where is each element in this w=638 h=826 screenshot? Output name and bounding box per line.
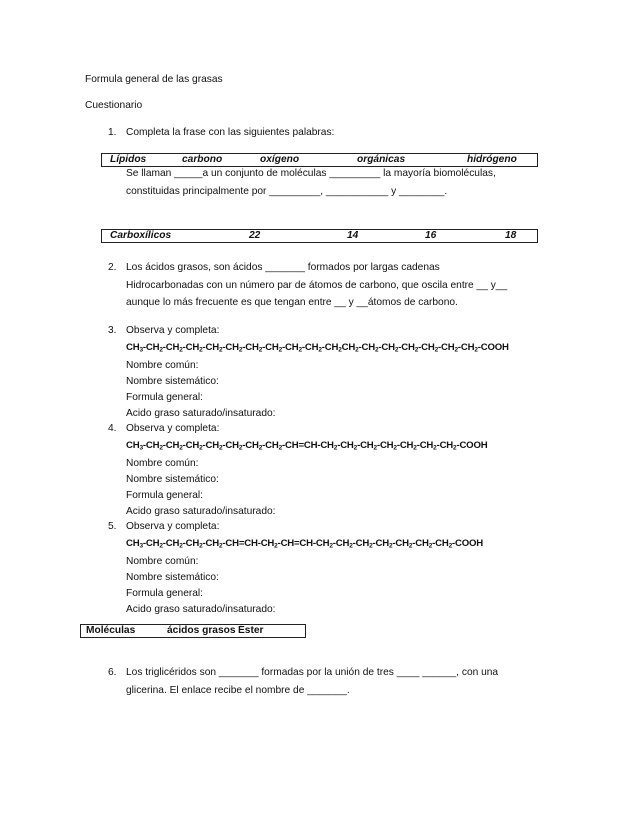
word-bank-item: oxígeno	[260, 154, 300, 165]
field-systematic-name: Nombre sistemático:	[126, 572, 219, 583]
section-heading: Cuestionario	[85, 100, 143, 111]
question-text: Completa la frase con las siguientes palabras:	[126, 127, 335, 138]
question-line: aunque lo más frecuente es que tengan entre __ y __átomos de carbono.	[126, 297, 458, 308]
question-line: Se llaman _____a un conjunto de moléculas _________ la mayoría biomoléculas,	[126, 168, 496, 179]
question-number: 2.	[108, 262, 117, 273]
field-systematic-name: Nombre sistemático:	[126, 474, 219, 485]
question-number: 5.	[108, 521, 117, 532]
question-line: Hidrocarbonadas con un número par de átomos de carbono, que oscila entre __ y__	[126, 280, 508, 291]
word-bank-item: hidrógeno	[467, 154, 517, 165]
question-line: glicerina. El enlace recibe el nombre de _______.	[126, 685, 350, 696]
word-bank-box	[80, 624, 306, 638]
page-title: Formula general de las grasas	[85, 74, 223, 85]
question-number: 3.	[108, 325, 117, 336]
word-bank-item: 16	[425, 230, 437, 241]
field-common-name: Nombre común:	[126, 458, 199, 469]
question-number: 4.	[108, 423, 117, 434]
field-general-formula: Formula general:	[126, 392, 204, 403]
chemical-formula: $CH_3-CH_2-CH_2-CH_2-CH_2-CH_2-CH_2-CH_2-CH_2-CH_2-CH_2CH_2-CH_2-CH_2-CH_2-CH_2-CH_2-CH_2$-COOH	[126, 342, 509, 354]
field-general-formula: Formula general:	[126, 588, 204, 599]
field-systematic-name: Nombre sistemático:	[126, 376, 219, 387]
question-text: Observa y completa:	[126, 423, 220, 434]
field-general-formula: Formula general:	[126, 490, 204, 501]
word-bank-item: 14	[347, 230, 359, 241]
word-bank-item: orgánicas	[357, 154, 406, 165]
field-common-name: Nombre común:	[126, 556, 199, 567]
question-text: Observa y completa:	[126, 521, 220, 532]
chemical-formula: $CH_3-CH_2-CH_2-CH_2-CH_2-CH_2-CH_2-CH_2-CH=CH-CH_2-CH_2-CH_2-CH_2-CH_2-CH_2-CH_2$-COOH	[126, 440, 488, 452]
field-saturation: Acido graso saturado/insaturado:	[126, 506, 276, 517]
question-number: 6.	[108, 667, 117, 678]
field-saturation: Acido graso saturado/insaturado:	[126, 604, 276, 615]
field-saturation: Acido graso saturado/insaturado:	[126, 408, 276, 419]
question-line: Los ácidos grasos, son ácidos _______ formados por largas cadenas	[126, 262, 440, 273]
word-bank-item: Éster	[238, 625, 264, 636]
question-number: 1.	[108, 127, 117, 138]
word-bank-box	[101, 153, 538, 167]
question-line: constituidas principalmente por _________, ___________ y ________.	[126, 186, 448, 197]
word-bank-item: Carboxílicos	[110, 230, 172, 241]
word-bank-item: carbono	[182, 154, 223, 165]
chemical-formula: $CH_3-CH_2-CH_2-CH_2-CH_2-CH=CH-CH_2-CH=CH-CH_2-CH_2-CH_2-CH_2-CH_2-CH_2-CH_2$-COOH	[126, 538, 483, 550]
word-bank-item: 18	[505, 230, 517, 241]
field-common-name: Nombre común:	[126, 360, 199, 371]
word-bank-item: Moléculas	[86, 625, 136, 636]
question-text: Observa y completa:	[126, 325, 220, 336]
word-bank-item: ácidos grasos	[167, 625, 236, 636]
question-line: Los triglicéridos son _______ formadas por la unión de tres ____ ______, con una	[126, 667, 499, 678]
word-bank-item: 22	[249, 230, 261, 241]
word-bank-item: Lípidos	[110, 154, 147, 165]
word-bank-box	[101, 229, 538, 243]
